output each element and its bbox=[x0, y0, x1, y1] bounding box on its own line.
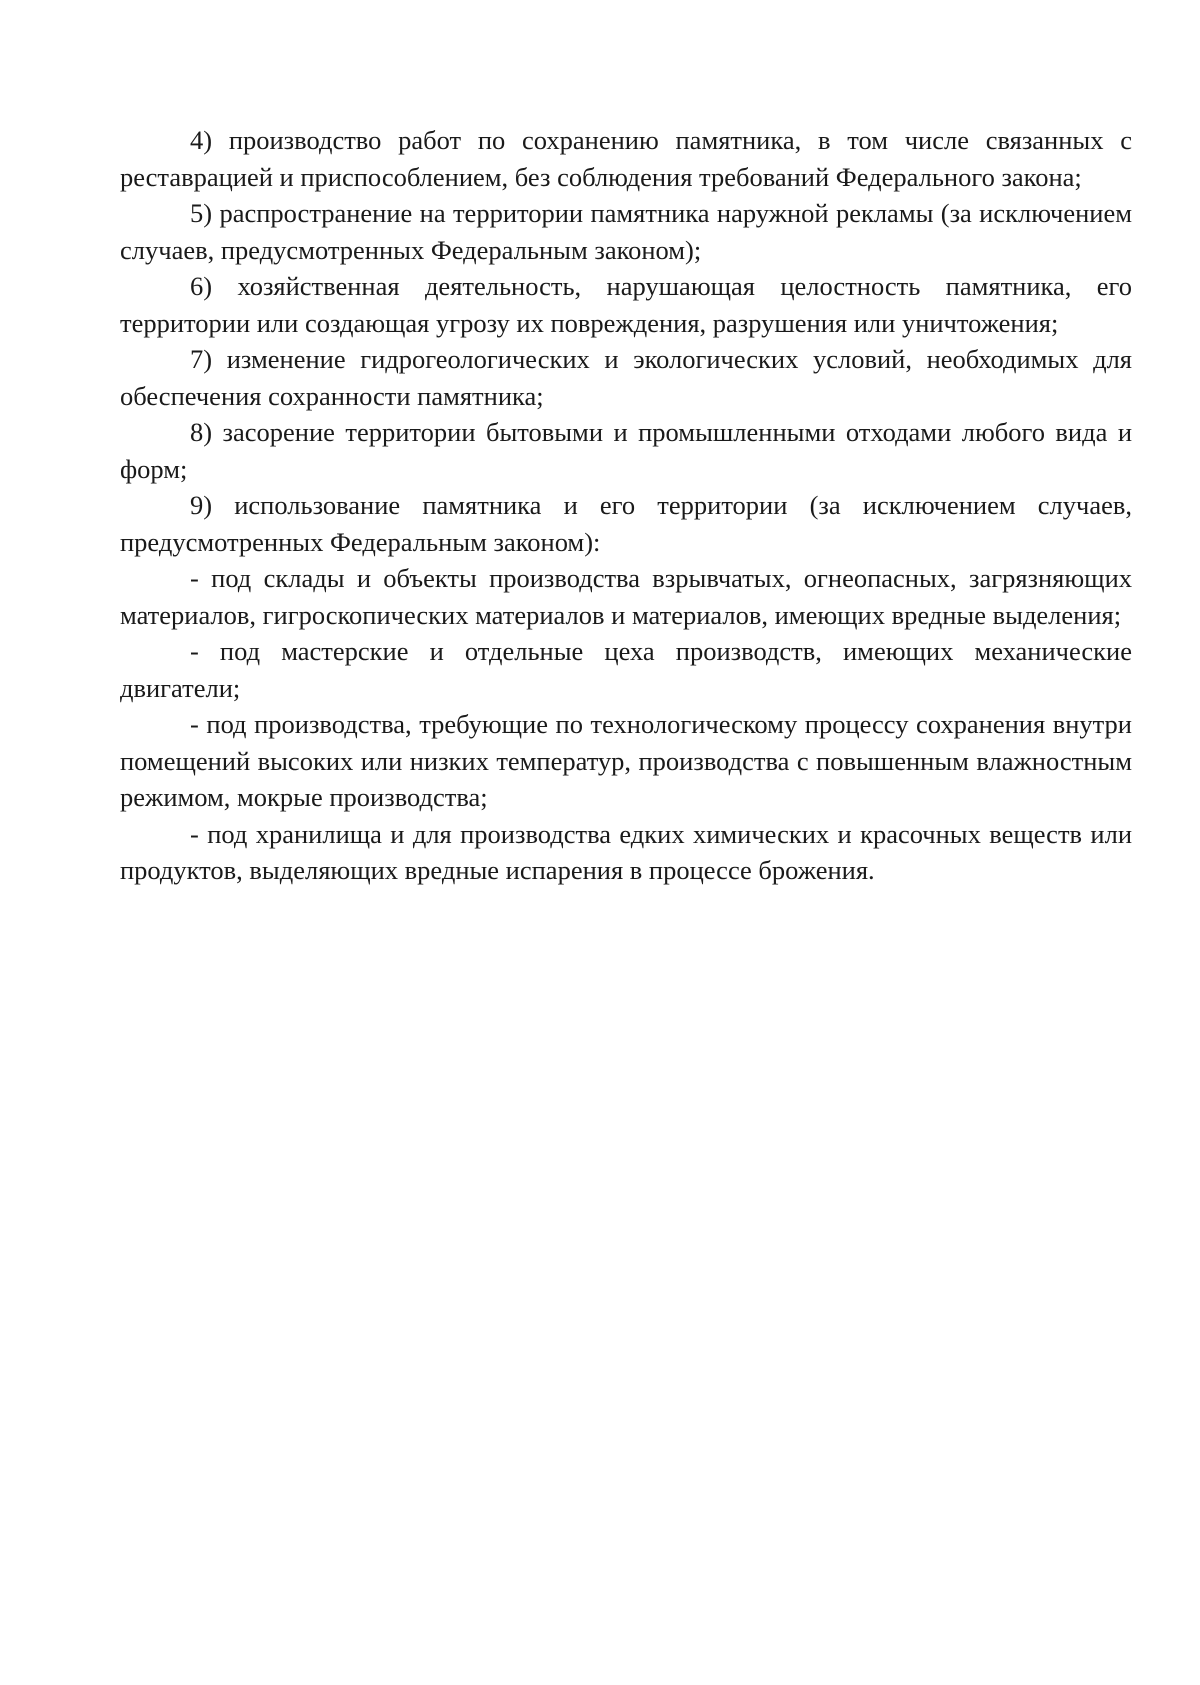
paragraph-item-5: 5) распространение на территории памятника наружной рекламы (за исключением случаев, предусмотренных Федеральным законом); bbox=[120, 198, 1132, 265]
paragraph-subitem-warehouses: - под склады и объекты производства взрывчатых, огнеопасных, загрязняющих материалов, гигроскопических материалов и материалов, имеющих вредные выделения; bbox=[120, 563, 1132, 630]
paragraph-item-9: 9) использование памятника и его территории (за исключением случаев, предусмотренных Федеральным законом): bbox=[120, 490, 1132, 557]
paragraph-subitem-workshops: - под мастерские и отдельные цеха производств, имеющих механические двигатели; bbox=[120, 636, 1132, 703]
paragraph-item-6: 6) хозяйственная деятельность, нарушающая целостность памятника, его территории или создающая угрозу их повреждения, разрушения или уничтожения; bbox=[120, 271, 1132, 338]
paragraph-item-4: 4) производство работ по сохранению памятника, в том числе связанных с реставрацией и приспособлением, без соблюдения требований Федерального закона; bbox=[120, 125, 1132, 192]
paragraph-item-7: 7) изменение гидрогеологических и экологических условий, необходимых для обеспечения сохранности памятника; bbox=[120, 344, 1132, 411]
paragraph-subitem-temperature-production: - под производства, требующие по технологическому процессу сохранения внутри помещений высоких или низких температур, производства с повышенным влажностным режимом, мокрые производства; bbox=[120, 709, 1132, 812]
document-body bbox=[120, 122, 1132, 889]
paragraph-subitem-storage: - под хранилища и для производства едких химических и красочных веществ или продуктов, выделяющих вредные испарения в процессе брожения. bbox=[120, 818, 1132, 885]
paragraph-item-8: 8) засорение территории бытовыми и промышленными отходами любого вида и форм; bbox=[120, 417, 1132, 484]
